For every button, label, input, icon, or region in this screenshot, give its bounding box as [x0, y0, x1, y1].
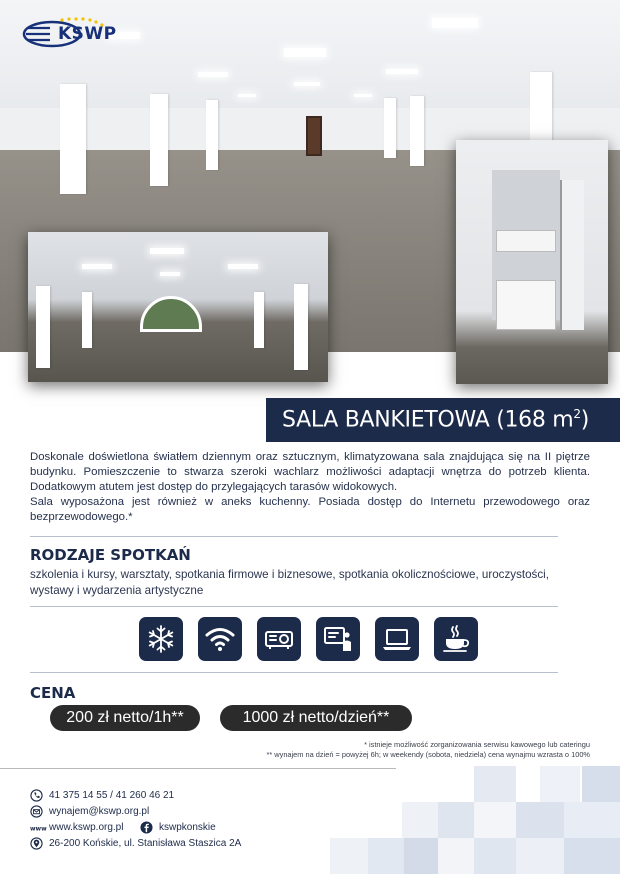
contact-facebook[interactable]	[140, 821, 216, 834]
www-icon	[30, 821, 47, 834]
room-description	[30, 450, 590, 525]
mosaic-tile	[438, 802, 474, 838]
meeting-types-heading: RODZAJE SPOTKAŃ	[30, 546, 191, 564]
contact-phone-text: 41 375 14 55 / 41 260 46 21	[49, 790, 175, 801]
hall-column	[206, 100, 218, 170]
mosaic-tile	[330, 838, 368, 874]
note-line: ** wynajem na dzień = powyżej 6h; w weekendy (sobota, niedziela) cena wynajmu wzrasta o 100%	[266, 750, 590, 759]
ceiling-lamp	[228, 264, 258, 269]
contact-email-text[interactable]: wynajem@kswp.org.pl	[49, 806, 150, 817]
contact-address-text: 26-200 Końskie, ul. Stanisława Staszica 2A	[49, 838, 242, 849]
hall-column	[60, 84, 86, 194]
amenities-icons	[139, 617, 478, 661]
mosaic-tile	[564, 838, 620, 874]
hall-door	[306, 116, 322, 156]
mosaic-tile	[516, 802, 564, 838]
price-daily-badge: 1000 zł netto/dzień**	[220, 705, 412, 731]
mosaic-tile	[368, 838, 404, 874]
coffee-cup-icon	[434, 617, 478, 661]
room-title-main: SALA BANKIETOWA (168 m	[282, 407, 574, 433]
mosaic-tile	[438, 838, 474, 874]
hall-column	[410, 96, 424, 166]
divider	[30, 606, 558, 607]
price-hourly-badge: 200 zł netto/1h**	[50, 705, 200, 731]
price-heading: CENA	[30, 684, 76, 702]
contact-phone	[30, 789, 174, 802]
mosaic-tile	[474, 802, 516, 838]
contact-facebook-text[interactable]: kswpkonskie	[159, 822, 216, 833]
meeting-types-text: szkolenia i kursy, warsztaty, spotkania firmowe i biznesowe, spotkania okolicznościowe, uroczystości, wystawy i wydarzenia artystyczne	[30, 568, 549, 597]
hall-column	[530, 72, 552, 144]
inset-photo-hall	[28, 232, 328, 382]
mosaic-tile	[516, 838, 564, 874]
price-notes	[180, 740, 590, 760]
note-line: * istnieje możliwość zorganizowania serwisu kawowego lub cateringu	[364, 740, 590, 749]
contact-website-text[interactable]: www.kswp.org.pl	[49, 822, 124, 833]
mosaic-tile	[564, 802, 620, 838]
room-title-superscript: 2	[573, 407, 581, 422]
ceiling-lamp	[238, 94, 256, 97]
hall-column	[294, 284, 308, 370]
ceiling-lamp	[198, 72, 228, 77]
snowflake-icon	[139, 617, 183, 661]
mosaic-tile	[474, 838, 516, 874]
mosaic-tile	[582, 766, 620, 802]
contact-website[interactable]	[30, 821, 123, 834]
description-paragraph: Sala wyposażona jest również w aneks kuchenny. Posiada dostęp do Internetu przewodowego oraz bezprzewodowego.*	[30, 496, 590, 523]
ceiling-lamp	[354, 94, 372, 97]
hall-column	[36, 286, 50, 368]
kswp-logo	[22, 14, 126, 54]
hall-column	[150, 94, 168, 186]
contact-email[interactable]	[30, 805, 149, 818]
facebook-icon	[140, 821, 153, 834]
ceiling-lamp	[284, 48, 326, 57]
mosaic-tile	[404, 838, 438, 874]
svg-text:www: www	[30, 825, 47, 833]
divider	[30, 672, 558, 673]
mosaic-tile	[474, 766, 516, 802]
sliding-door	[560, 180, 584, 330]
logo-text: KSWP	[58, 24, 117, 44]
ceiling-lamp	[160, 272, 180, 276]
hall-column	[384, 98, 396, 158]
mosaic-tile	[402, 802, 438, 838]
room-title	[282, 407, 589, 432]
ceiling-lamp	[432, 18, 478, 28]
ceiling-lamp	[82, 264, 112, 269]
ceiling-lamp	[150, 248, 184, 254]
kitchen-lower-cabinet	[496, 280, 556, 330]
footer-divider	[0, 768, 396, 769]
description-paragraph: Doskonale doświetlona światłem dziennym oraz sztucznym, klimatyzowana sala znajdująca się na II piętrze budynku. Pomieszczenie to stwarza szeroki wachlarz możliwości adaptacji wnętrza do potrzeb klienta. Dodatkowym atutem jest dostęp do przylegających tarasów widokowych.	[30, 451, 590, 493]
wifi-icon	[198, 617, 242, 661]
hall-column	[82, 292, 92, 348]
ceiling-lamp	[294, 82, 320, 86]
divider	[30, 536, 558, 537]
room-title-tail: )	[580, 407, 590, 433]
contact-address	[30, 837, 241, 850]
mosaic-tile	[540, 766, 580, 802]
email-icon	[30, 805, 43, 818]
room-title-banner	[266, 398, 620, 442]
kitchen-upper-cabinet	[496, 230, 556, 252]
ceiling-lamp	[386, 69, 418, 74]
hall-column	[254, 292, 264, 348]
laptop-icon	[375, 617, 419, 661]
phone-icon	[30, 789, 43, 802]
arched-window	[140, 296, 202, 332]
projector-icon	[257, 617, 301, 661]
inset-photo-kitchenette	[456, 140, 608, 384]
location-pin-icon	[30, 837, 43, 850]
presentation-board-icon	[316, 617, 360, 661]
